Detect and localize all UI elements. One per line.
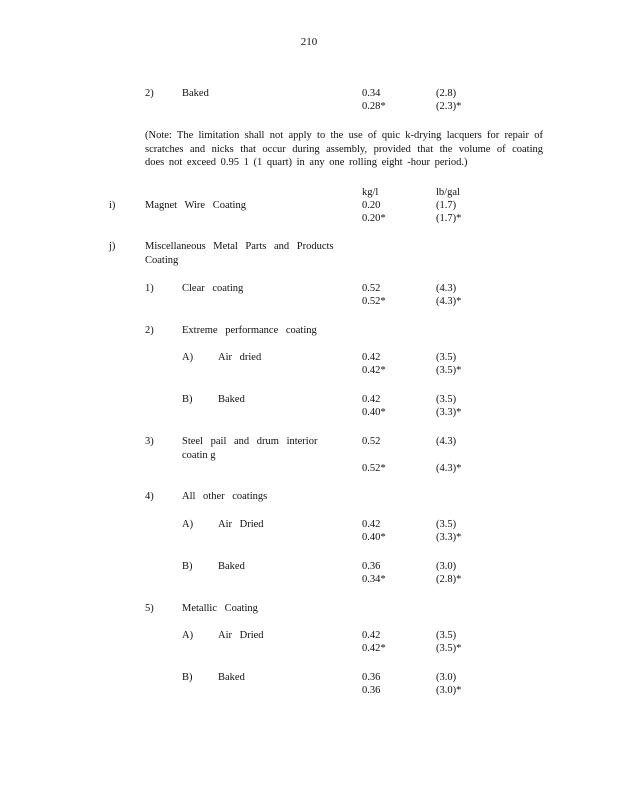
- item-label: 4): [145, 491, 154, 502]
- lb-value: (3.5): [436, 630, 457, 641]
- section-name: Coating: [145, 255, 179, 266]
- kg-value: 0.52*: [362, 463, 386, 474]
- subitem-label: A): [182, 630, 194, 641]
- subitem-label: B): [182, 672, 193, 683]
- lb-value: (3.5): [436, 352, 457, 363]
- lb-value: (3.5)*: [436, 643, 462, 654]
- kg-value: 0.52: [362, 436, 381, 447]
- section-name: Miscellaneous Metal Parts and Products: [145, 241, 334, 252]
- subitem-name: Baked: [218, 672, 245, 683]
- subitem-label: B): [182, 394, 193, 405]
- item-name: Steel pail and drum interior: [182, 436, 318, 447]
- item-name: Metallic Coating: [182, 603, 258, 614]
- kg-value: 0.42: [362, 394, 381, 405]
- lb-value: (3.5): [436, 394, 457, 405]
- lb-value: (3.3)*: [436, 532, 462, 543]
- unit-kg-header: kg/l: [362, 187, 379, 198]
- kg-value: 0.42*: [362, 365, 386, 376]
- lb-value: (4.3)*: [436, 296, 462, 307]
- section-label: j): [109, 241, 116, 252]
- kg-value: 0.36: [362, 561, 381, 572]
- kg-value: 0.42: [362, 352, 381, 363]
- subitem-label: A): [182, 352, 194, 363]
- kg-value: 0.42*: [362, 643, 386, 654]
- kg-value: 0.20: [362, 200, 381, 211]
- lb-value: (3.0): [436, 672, 457, 683]
- lb-value: (4.3)*: [436, 463, 462, 474]
- subitem-name: Baked: [218, 394, 245, 405]
- lb-value: (3.5)*: [436, 365, 462, 376]
- item-label: 2): [145, 88, 154, 99]
- subitem-name: Air Dried: [218, 519, 264, 530]
- subitem-name: Air Dried: [218, 630, 264, 641]
- kg-value: 0.34*: [362, 574, 386, 585]
- item-name: Extreme performance coating: [182, 325, 317, 336]
- lb-value: (2.3)*: [436, 101, 462, 112]
- lb-value: (3.0)*: [436, 685, 462, 696]
- kg-value: 0.42: [362, 630, 381, 641]
- item-label: 1): [145, 283, 154, 294]
- kg-value: 0.40*: [362, 532, 386, 543]
- lb-value: (1.7)*: [436, 213, 462, 224]
- lb-value: (4.3): [436, 283, 457, 294]
- item-name: Clear coating: [182, 283, 244, 294]
- kg-value: 0.42: [362, 519, 381, 530]
- lb-value: (3.5): [436, 519, 457, 530]
- kg-value: 0.34: [362, 88, 381, 99]
- lb-value: (1.7): [436, 200, 457, 211]
- kg-value: 0.36: [362, 672, 381, 683]
- section-label: i): [109, 200, 116, 211]
- kg-value: 0.52: [362, 283, 381, 294]
- kg-value: 0.40*: [362, 407, 386, 418]
- subitem-name: Baked: [218, 561, 245, 572]
- subitem-label: A): [182, 519, 194, 530]
- subitem-name: Air dried: [218, 352, 262, 363]
- unit-lb-header: lb/gal: [436, 187, 460, 198]
- item-label: 5): [145, 603, 154, 614]
- kg-value: 0.52*: [362, 296, 386, 307]
- lb-value: (4.3): [436, 436, 457, 447]
- kg-value: 0.28*: [362, 101, 386, 112]
- item-label: 2): [145, 325, 154, 336]
- lb-value: (2.8): [436, 88, 457, 99]
- item-name: Baked: [182, 88, 209, 99]
- kg-value: 0.20*: [362, 213, 386, 224]
- subitem-label: B): [182, 561, 193, 572]
- item-label: 3): [145, 436, 154, 447]
- kg-value: 0.36: [362, 685, 381, 696]
- lb-value: (3.0): [436, 561, 457, 572]
- section-name: Magnet Wire Coating: [145, 200, 246, 211]
- page-number: 210: [300, 36, 318, 48]
- note-paragraph: (Note: The limitation shall not apply to the use of quic k-drying lacquers for repair of scratches and nicks that occur during assembly, provided that the volume of coating does not exceed 0.95 1 (1 quart) in any one rolling eight -hour period.): [145, 130, 543, 168]
- lb-value: (3.3)*: [436, 407, 462, 418]
- item-name: coatin g: [182, 450, 216, 461]
- item-name: All other coatings: [182, 491, 268, 502]
- lb-value: (2.8)*: [436, 574, 462, 585]
